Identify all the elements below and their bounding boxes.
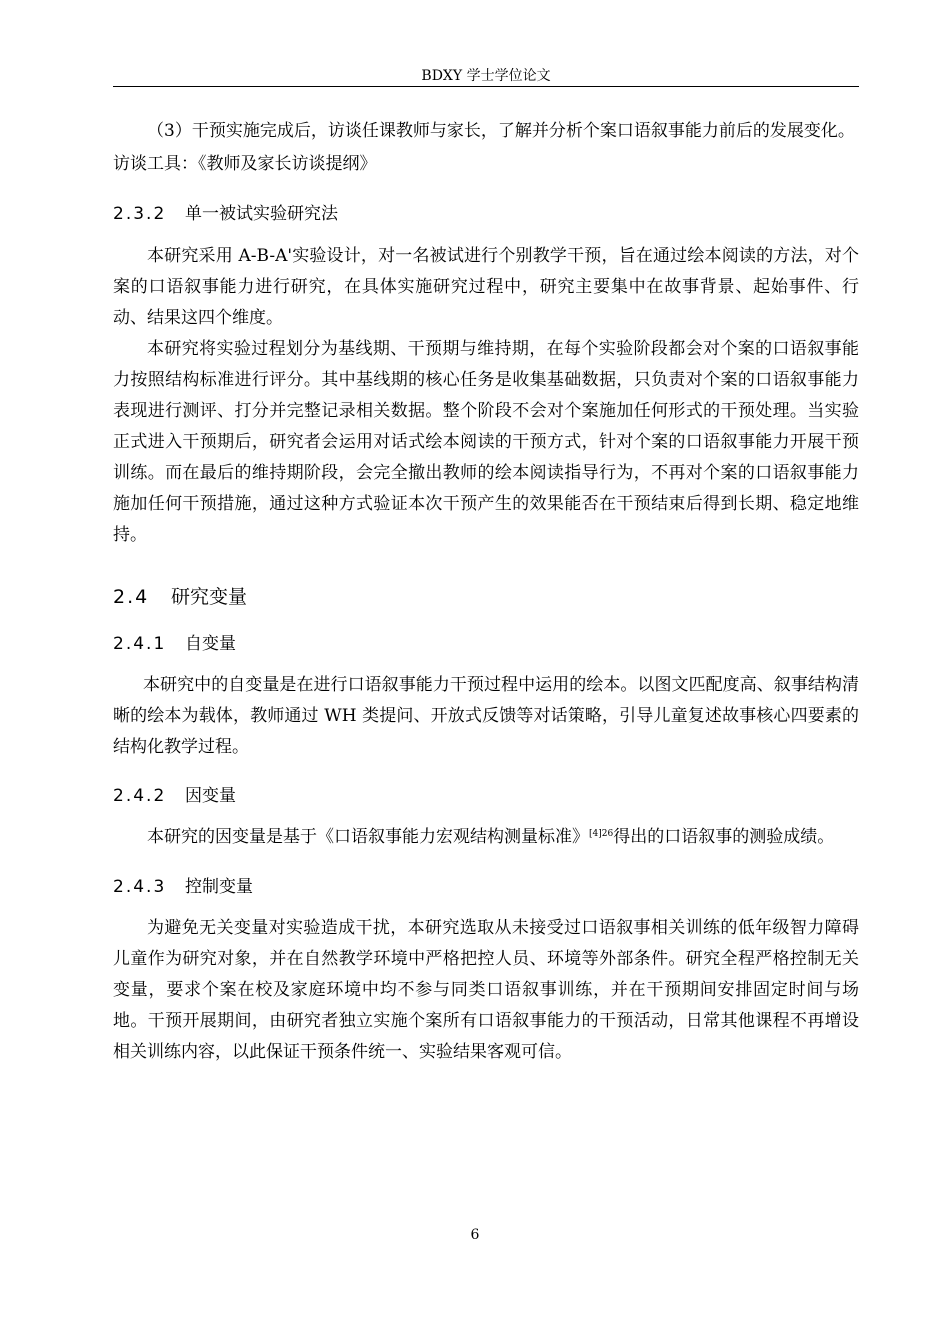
section-title: 自变量 bbox=[185, 634, 236, 654]
section-title: 研究变量 bbox=[171, 586, 248, 608]
header-title: BDXY 学士学位论文 bbox=[421, 68, 551, 84]
citation-reference: [4]26 bbox=[589, 829, 614, 839]
section-title: 因变量 bbox=[185, 786, 236, 806]
paragraph-phases: 本研究将实验过程划分为基线期、干预期与维持期，在每个实验阶段都会对个案的口语叙事能力按照结构标准进行评分。其中基线期的核心任务是收集基础数据，只负责对个案的口语叙事能力表现进行测评、打分并完整记录相关数据。整个阶段不会对个案施加任何形式的干预处理。当实验正式进入干预期后，研究者会运用对话式绘本阅读的干预方式，针对个案的口语叙事能力开展干预训练。而在最后的维持期阶段，会完全撤出教师的绘本阅读指导行为，不再对个案的口语叙事能力施加任何干预措施，通过这种方式验证本次干预产生的效果能否在干预结束后得到长期、稳定地维持。 bbox=[113, 339, 859, 545]
section-heading-2-4-2 bbox=[113, 783, 859, 809]
paragraph-dependent-variable bbox=[113, 822, 859, 853]
paragraph-text: 本研究的因变量是基于《口语叙事能力宏观结构测量标准》 bbox=[147, 827, 589, 847]
section-number: 2.4.2 bbox=[113, 786, 167, 806]
paragraph-independent-variable: 本研究中的自变量是在进行口语叙事能力干预过程中运用的绘本。以图文匹配度高、叙事结构清晰的绘本为载体，教师通过 WH 类提问、开放式反馈等对话策略，引导儿童复述故事核心四要素的结构化教学过程。 bbox=[113, 675, 859, 757]
page-footer bbox=[0, 1226, 950, 1244]
section-heading-2-4-3 bbox=[113, 874, 859, 900]
section-heading-2-4-1 bbox=[113, 631, 859, 657]
paragraph-design: 本研究采用 A-B-A'实验设计，对一名被试进行个别教学干预，旨在通过绘本阅读的方法，对个案的口语叙事能力进行研究，在具体实施研究过程中，研究主要集中在故事背景、起始事件、行动、结果这四个维度。 bbox=[113, 246, 859, 328]
section-title: 控制变量 bbox=[185, 877, 253, 897]
section-number: 2.4.3 bbox=[113, 877, 167, 897]
section-heading-2-3-2 bbox=[113, 201, 859, 227]
page-header bbox=[113, 66, 859, 87]
paragraph-control-variable: 为避免无关变量对实验造成干扰，本研究选取从未接受过口语叙事相关训练的低年级智力障碍儿童作为研究对象，并在自然教学环境中严格把控人员、环境等外部条件。研究全程严格控制无关变量，要求个案在校及家庭环境中均不参与同类口语叙事训练，并在干预期间安排固定时间与场地。干预开展期间，由研究者独立实施个案所有口语叙事能力的干预活动，日常其他课程不再增设相关训练内容，以此保证干预条件统一、实验结果客观可信。 bbox=[113, 918, 859, 1062]
interview-tool-line: 访谈工具：《教师及家长访谈提纲》 bbox=[113, 154, 377, 174]
page-body bbox=[113, 116, 859, 1068]
section-number: 2.4.1 bbox=[113, 634, 167, 654]
section-heading-2-4 bbox=[113, 584, 859, 610]
section-title: 单一被试实验研究法 bbox=[185, 204, 338, 224]
page-number: 6 bbox=[470, 1227, 480, 1243]
paragraph-text: 得出的口语叙事的测验成绩。 bbox=[613, 827, 835, 847]
section-number: 2.3.2 bbox=[113, 204, 167, 224]
intro-item-3: （3）干预实施完成后，访谈任课教师与家长，了解并分析个案口语叙事能力前后的发展变化。 bbox=[147, 121, 855, 141]
section-number: 2.4 bbox=[113, 586, 150, 608]
